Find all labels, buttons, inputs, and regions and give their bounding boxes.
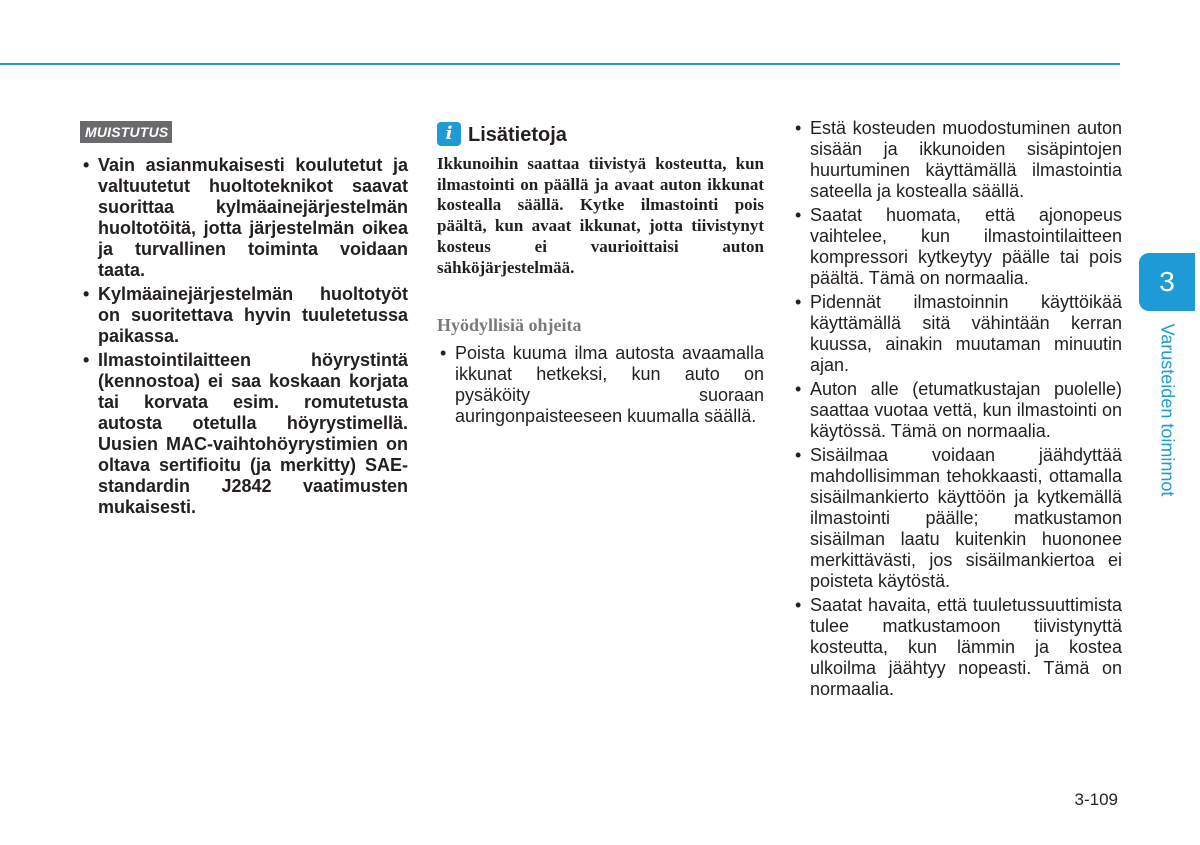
notice-item: • Vain asianmukaisesti koulutetut ja valtuutetut huoltoteknikot saavat suorittaa kylmäainejärjestelmän huoltotöitä, jotta järjestelmän oikea ja turvallinen toiminta voidaan taata. [80,155,408,281]
page-number: 3-109 [1074,790,1118,809]
notice-list [80,155,408,521]
info-icon: i [437,122,461,146]
top-rule [0,63,1120,65]
info-text: Ikkunoihin saattaa tiivistyä kosteutta, kun ilmastointi on päällä ja avaat auton ikkunat kostealla säällä. Kytke ilmastointi pois päältä, kun avaat ikkunat, jotta tiivistynyt kosteus ei vaurioittaisi auton sähköjärjestelmää. [437,154,764,277]
tips-item: • Poista kuuma ilma autosta avaamalla ikkunat hetkeksi, kun auto on pysäköity suoraan auringonpaisteeseen kuumalla säällä. [437,343,764,427]
right-item: • Saatat havaita, että tuuletussuuttimista tulee matkustamoon tiivistynyttä kosteutta, kun lämmin ja kostea ulkoilma jäähtyy nopeasti. Tämä on normaalia. [792,595,1122,700]
right-item: • Auton alle (etumatkustajan puolelle) saattaa vuotaa vettä, kun ilmastointi on käytössä. Tämä on normaalia. [792,379,1122,442]
info-title: Lisätietoja [468,124,567,146]
right-item: • Saatat huomata, että ajonopeus vaihtelee, kun ilmastointilaitteen kompressori kytkeytyy päälle tai pois päältä. Tämä on normaalia. [792,205,1122,289]
chapter-label: Varusteiden toiminnot [1157,323,1178,497]
notice-item: • Ilmastointilaitteen höyrystintä (kennostoa) ei saa koskaan korjata tai korvata esim. romutetusta autosta otetulla höyrystimellä. Uusien MAC-vaihtohöyrystimien on oltava sertifioitu (ja merkitty) SAE-standardin J2842 vaatimusten mukaisesti. [80,350,408,518]
right-item: • Pidennät ilmastoinnin käyttöikää käyttämällä sitä vähintään kerran kuussa, ainakin muutaman minuutin ajan. [792,292,1122,376]
chapter-tab: 3 [1139,253,1195,311]
right-item: • Estä kosteuden muodostuminen auton sisään ja ikkunoiden sisäpintojen huurtuminen käyttämällä ilmastointia sateella ja kostealla säällä. [792,118,1122,202]
tips-title: Hyödyllisiä ohjeita [437,315,582,335]
notice-item: • Kylmäainejärjestelmän huoltotyöt on suoritettava hyvin tuuletetussa paikassa. [80,284,408,347]
right-item: • Sisäilmaa voidaan jäähdyttää mahdollisimman tehokkaasti, ottamalla sisäilmankierto käyttöön ja kytkemällä ilmastointi päälle; matkustamon sisäilman laatu kuitenkin huononee merkittävästi, jos sisäilmankiertoa ei poisteta käytöstä. [792,445,1122,592]
tips-list [437,343,764,427]
notice-badge: MUISTUTUS [80,121,172,143]
right-list [792,118,1122,703]
